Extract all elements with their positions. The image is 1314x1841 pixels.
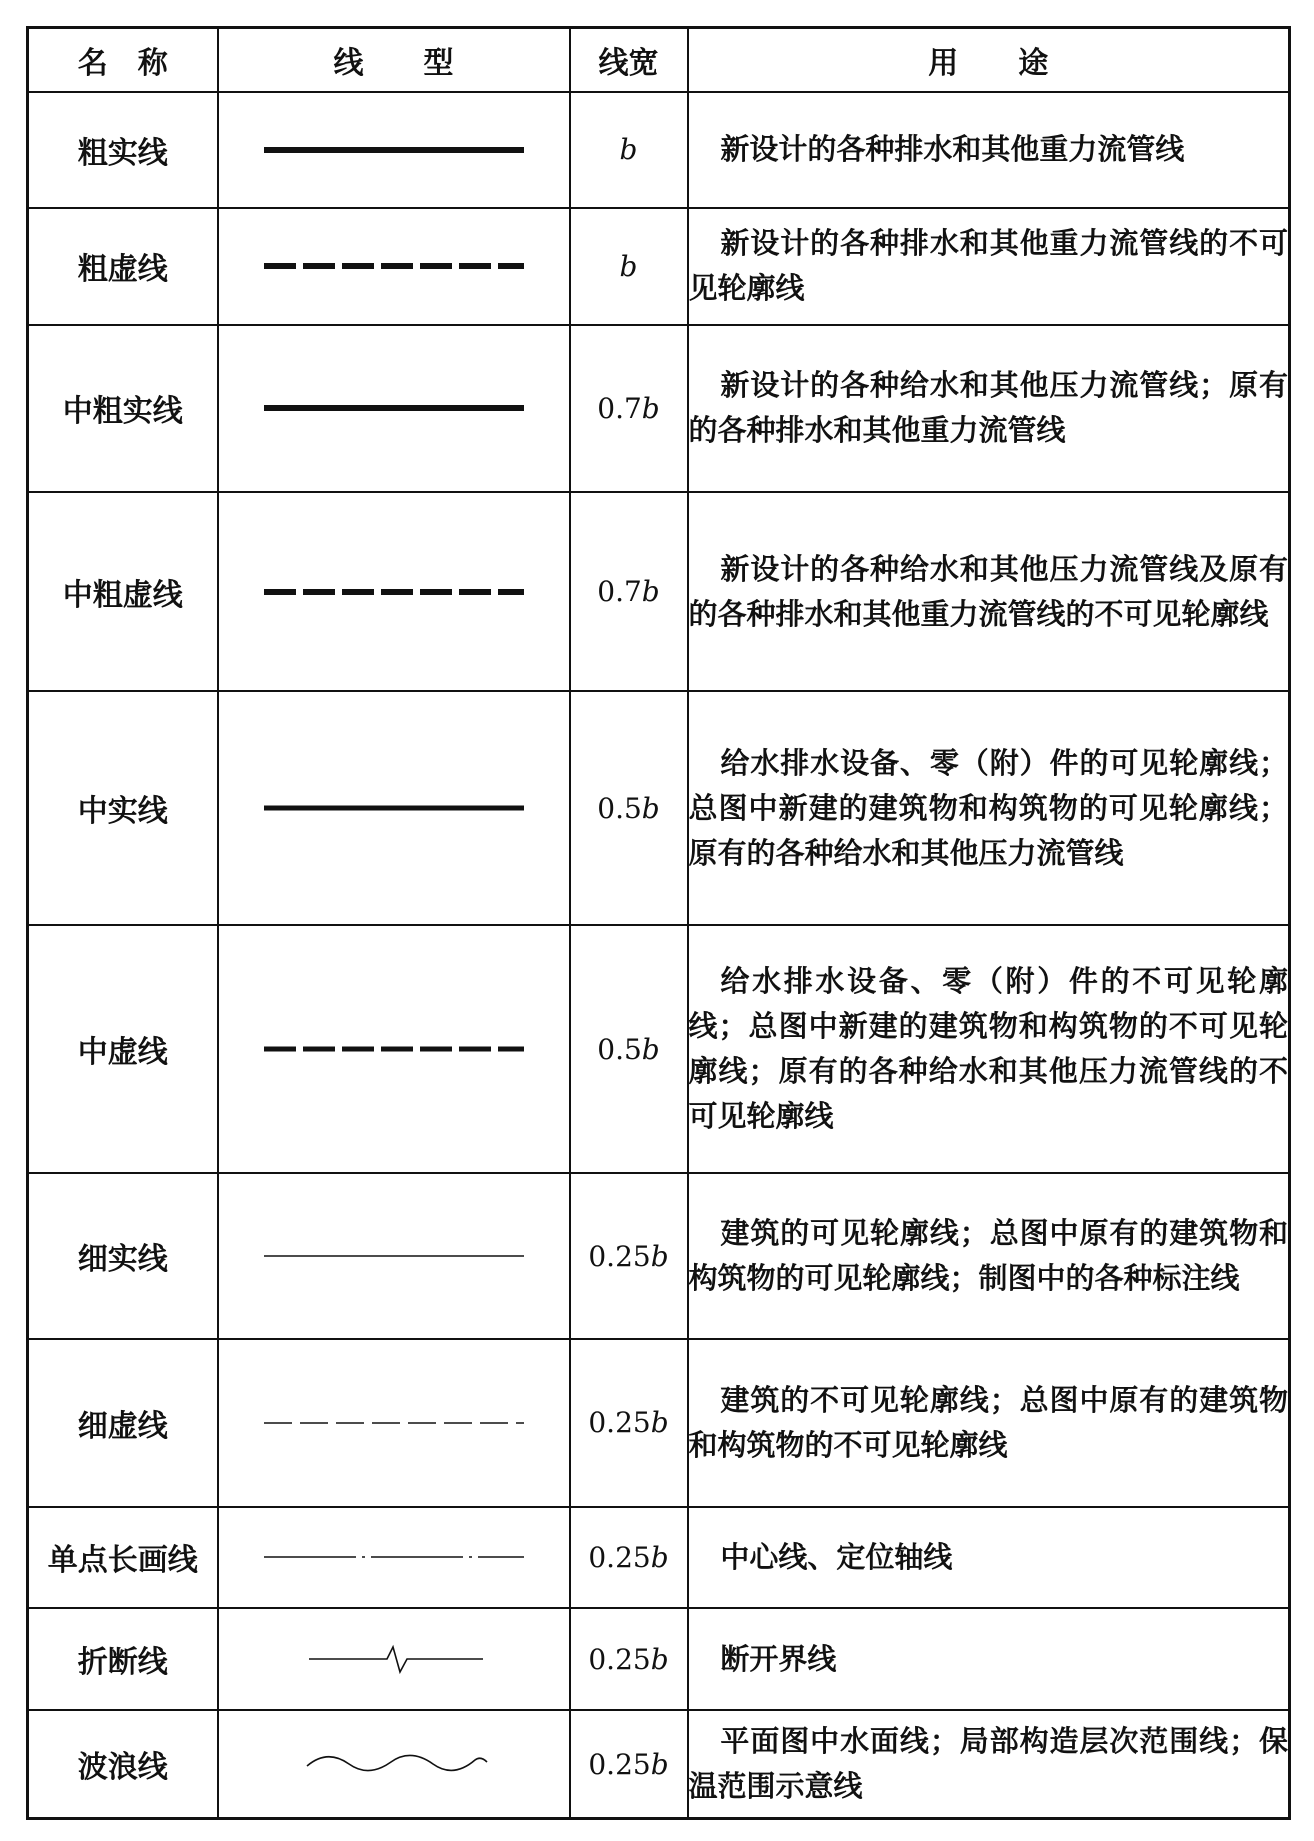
line-use: 新设计的各种排水和其他重力流管线的不可见轮廓线 xyxy=(688,208,1290,325)
line-type-cell xyxy=(218,492,570,691)
line-type-cell xyxy=(218,208,570,325)
line-width-base: b xyxy=(650,1540,669,1574)
table-row xyxy=(28,1507,1290,1609)
line-name: 单点长画线 xyxy=(28,1507,218,1609)
line-width-cell xyxy=(570,325,688,492)
line-width-factor: 0.25 xyxy=(588,1642,651,1676)
line-use: 新设计的各种给水和其他压力流管线；原有的各种排水和其他重力流管线 xyxy=(688,325,1290,492)
line-sample-break-thin xyxy=(259,1639,529,1679)
line-width-cell xyxy=(570,1710,688,1818)
table-row xyxy=(28,691,1290,925)
line-width-cell xyxy=(570,92,688,208)
line-type-cell xyxy=(218,925,570,1173)
line-type-cell xyxy=(218,325,570,492)
line-use: 新设计的各种排水和其他重力流管线 xyxy=(688,92,1290,208)
table-row xyxy=(28,92,1290,208)
line-sample-wave-thin xyxy=(259,1744,529,1784)
document-page xyxy=(26,26,1288,1820)
line-width-cell xyxy=(570,1173,688,1339)
line-types-table xyxy=(26,26,1291,1820)
table-row xyxy=(28,208,1290,325)
line-width-cell xyxy=(570,492,688,691)
line-sample-dashed-thick xyxy=(259,246,529,286)
table-row xyxy=(28,925,1290,1173)
line-width-base: b xyxy=(619,249,638,283)
line-sample-solid-thin xyxy=(259,1236,529,1276)
line-use: 断开界线 xyxy=(688,1608,1290,1710)
line-use: 建筑的可见轮廓线；总图中原有的建筑物和构筑物的可见轮廓线；制图中的各种标注线 xyxy=(688,1173,1290,1339)
line-type-cell xyxy=(218,1173,570,1339)
line-use: 给水排水设备、零（附）件的可见轮廓线；总图中新建的建筑物和构筑物的可见轮廓线；原有的各种给水和其他压力流管线 xyxy=(688,691,1290,925)
line-width-base: b xyxy=(619,133,638,167)
table-row xyxy=(28,1339,1290,1506)
line-width-base: b xyxy=(650,1747,669,1781)
table-body xyxy=(28,92,1290,1819)
line-width-cell xyxy=(570,1339,688,1506)
header-type: 线 型 xyxy=(218,28,570,93)
line-name: 折断线 xyxy=(28,1608,218,1710)
line-type-cell xyxy=(218,1507,570,1609)
line-name: 细实线 xyxy=(28,1173,218,1339)
line-name: 粗实线 xyxy=(28,92,218,208)
table-row xyxy=(28,1608,1290,1710)
line-sample-dashed-thin xyxy=(259,1403,529,1443)
line-type-cell xyxy=(218,1608,570,1710)
line-type-cell xyxy=(218,691,570,925)
line-width-cell xyxy=(570,1608,688,1710)
line-name: 波浪线 xyxy=(28,1710,218,1818)
line-sample-dashed-medium xyxy=(259,1029,529,1069)
line-name: 粗虚线 xyxy=(28,208,218,325)
line-name: 中粗实线 xyxy=(28,325,218,492)
line-use: 建筑的不可见轮廓线；总图中原有的建筑物和构筑物的不可见轮廓线 xyxy=(688,1339,1290,1506)
line-use: 新设计的各种给水和其他压力流管线及原有的各种排水和其他重力流管线的不可见轮廓线 xyxy=(688,492,1290,691)
line-use: 平面图中水面线；局部构造层次范围线；保温范围示意线 xyxy=(688,1710,1290,1818)
header-width: 线宽 xyxy=(570,28,688,93)
line-width-factor: 0.7 xyxy=(597,575,642,609)
line-width-base: b xyxy=(641,575,660,609)
line-use: 给水排水设备、零（附）件的不可见轮廓线；总图中新建的建筑物和构筑物的不可见轮廓线；原有的各种给水和其他压力流管线的不可见轮廓线 xyxy=(688,925,1290,1173)
line-use: 中心线、定位轴线 xyxy=(688,1507,1290,1609)
line-width-factor: 0.25 xyxy=(588,1747,651,1781)
line-sample-solid-medium-thick xyxy=(259,388,529,428)
line-sample-solid-medium xyxy=(259,788,529,828)
line-width-cell xyxy=(570,691,688,925)
line-width-cell xyxy=(570,208,688,325)
line-sample-solid-thick xyxy=(259,130,529,170)
table-header-row xyxy=(28,28,1290,93)
line-width-factor: 0.25 xyxy=(588,1406,651,1440)
header-use: 用 途 xyxy=(688,28,1290,93)
line-width-factor: 0.25 xyxy=(588,1540,651,1574)
line-width-factor: 0.5 xyxy=(597,1032,642,1066)
line-width-factor: 0.5 xyxy=(597,791,642,825)
line-width-base: b xyxy=(650,1239,669,1273)
line-type-cell xyxy=(218,92,570,208)
line-name: 中虚线 xyxy=(28,925,218,1173)
line-sample-dash-dot-thin xyxy=(259,1537,529,1577)
table-row xyxy=(28,1710,1290,1818)
line-width-factor: 0.25 xyxy=(588,1239,651,1273)
line-width-base: b xyxy=(641,1032,660,1066)
line-type-cell xyxy=(218,1710,570,1818)
line-width-base: b xyxy=(641,391,660,425)
table-row xyxy=(28,492,1290,691)
line-sample-dashed-medium-thick xyxy=(259,572,529,612)
line-width-base: b xyxy=(650,1406,669,1440)
line-width-base: b xyxy=(641,791,660,825)
line-type-cell xyxy=(218,1339,570,1506)
table-row xyxy=(28,1173,1290,1339)
line-width-base: b xyxy=(650,1642,669,1676)
table-row xyxy=(28,325,1290,492)
line-width-cell xyxy=(570,925,688,1173)
line-name: 细虚线 xyxy=(28,1339,218,1506)
line-width-factor: 0.7 xyxy=(597,391,642,425)
header-name: 名 称 xyxy=(28,28,218,93)
line-width-cell xyxy=(570,1507,688,1609)
line-name: 中粗虚线 xyxy=(28,492,218,691)
line-name: 中实线 xyxy=(28,691,218,925)
